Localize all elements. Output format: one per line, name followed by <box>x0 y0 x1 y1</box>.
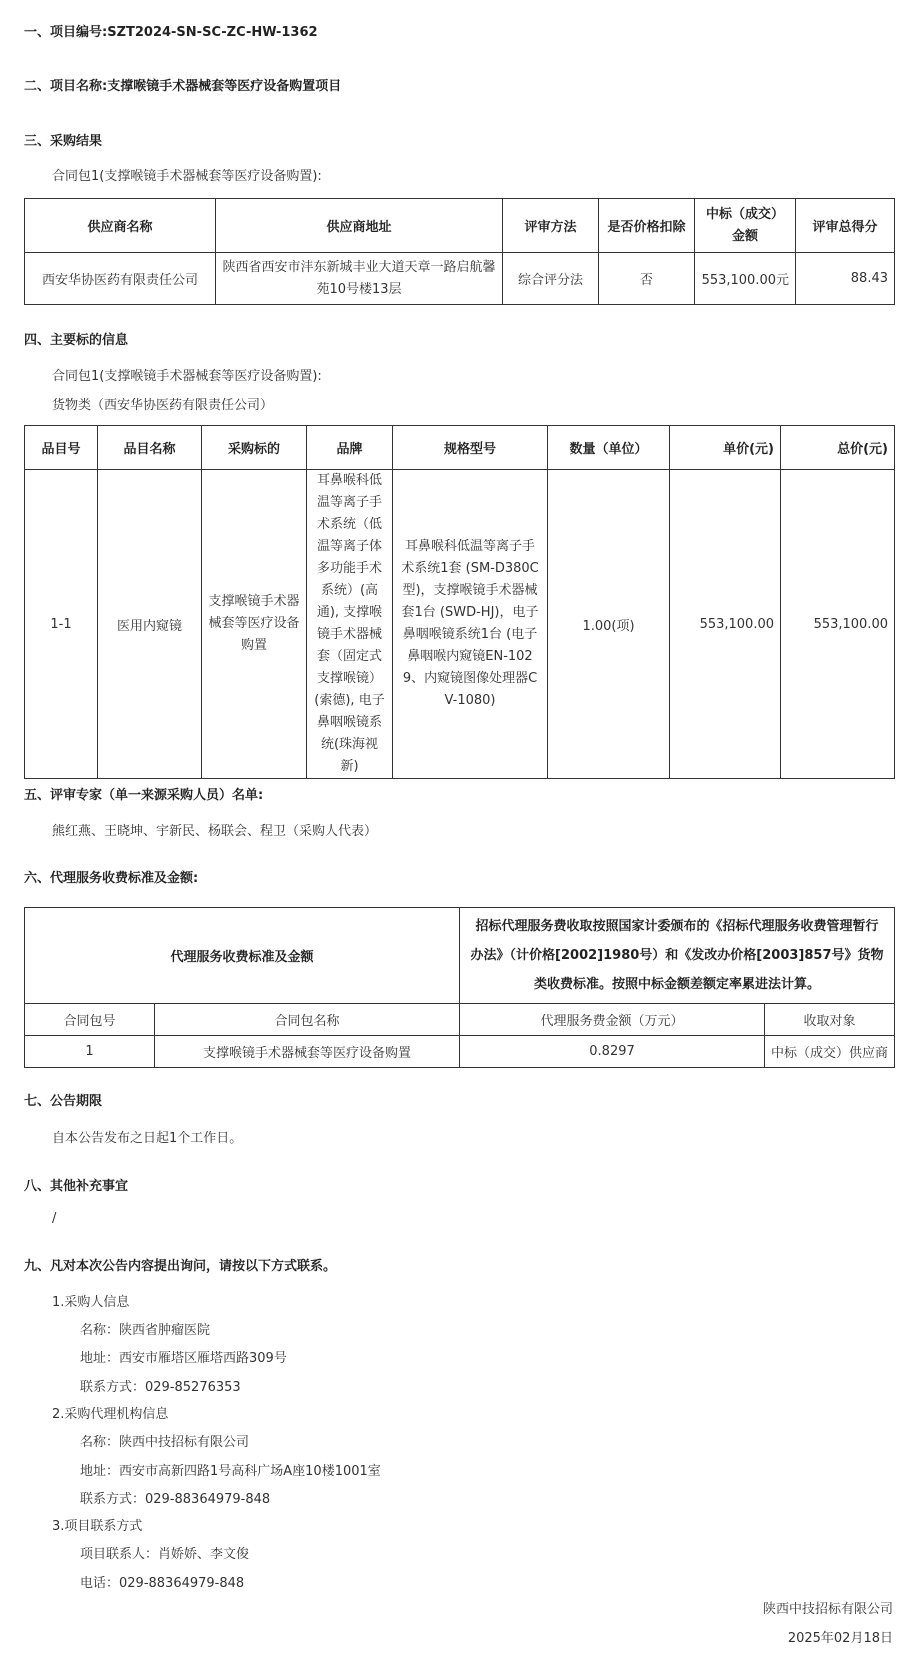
section-4-package: 合同包1(支撑喉镜手术器械套等医疗设备购置): <box>52 369 322 384</box>
price-deduction: 否 <box>599 253 695 305</box>
project-contact-title: 3.项目联系方式 <box>52 1519 143 1534</box>
result-header-cell: 供应商名称 <box>25 199 216 253</box>
table-row <box>25 253 895 305</box>
table-row <box>25 470 895 779</box>
section-4-title: 四、主要标的信息 <box>24 333 129 348</box>
project-contact-person: 项目联系人：肖娇娇、李文俊 <box>80 1547 250 1562</box>
fee-table-header <box>25 1004 895 1036</box>
items-table <box>24 425 895 779</box>
purchaser-phone: 联系方式：029-85276353 <box>80 1380 241 1395</box>
project-number <box>24 21 318 40</box>
fee-standard-text: 招标代理服务费收取按照国家计委颁布的《招标代理服务收费管理暂行办法》（计价格[2002]1980号）和《发改办价格[2003]857号》货物类收费标准。按照中标金额差额定率累进法计算。 <box>460 908 895 1004</box>
items-header-cell: 品目名称 <box>98 426 202 470</box>
supplier-address: 陕西省西安市沣东新城丰业大道天章一路启航馨苑10号楼13层 <box>216 253 503 305</box>
project-number-value: SZT2024-SN-SC-ZC-HW-1362 <box>107 25 318 40</box>
result-header-cell: 是否价格扣除 <box>599 199 695 253</box>
other-matters: / <box>52 1211 57 1226</box>
purchaser-title: 1.采购人信息 <box>52 1295 130 1310</box>
section-7-title: 七、公告期限 <box>24 1094 103 1109</box>
section-3-title: 三、采购结果 <box>24 134 103 149</box>
items-header-cell: 品牌 <box>307 426 393 470</box>
supplier-name: 西安华协医药有限责任公司 <box>25 253 216 305</box>
section-9-title: 九、凡对本次公告内容提出询问，请按以下方式联系。 <box>24 1259 337 1274</box>
spec-model: 耳鼻喉科低温等离子手术系统1套 (SM-D380C型)，支撑喉镜手术器械套1台 (SWD-HJ)，电子鼻咽喉镜系统1台 (电子鼻咽喉内窥镜EN-1029、内窥镜图像处理器CV-1080) <box>393 470 548 779</box>
project-number-label: 一、项目编号: <box>24 25 108 40</box>
items-header-cell: 总价(元) <box>781 426 895 470</box>
section-8-title: 八、其他补充事宜 <box>24 1179 129 1194</box>
review-method: 综合评分法 <box>503 253 599 305</box>
section-4-category: 货物类（西安华协医药有限责任公司） <box>52 398 274 413</box>
table-row <box>25 1036 895 1068</box>
result-header-cell: 评审总得分 <box>796 199 895 253</box>
items-header-cell: 数量（单位） <box>548 426 670 470</box>
items-header-cell: 品目号 <box>25 426 98 470</box>
unit-price: 553,100.00 <box>670 470 781 779</box>
result-header-cell: 供应商地址 <box>216 199 503 253</box>
procurement-subject: 支撑喉镜手术器械套等医疗设备购置 <box>202 470 307 779</box>
total-score: 88.43 <box>796 253 895 305</box>
bid-amount: 553,100.00元 <box>695 253 796 305</box>
item-number: 1-1 <box>25 470 98 779</box>
agency-phone: 联系方式：029-88364979-848 <box>80 1492 271 1507</box>
result-header-cell: 评审方法 <box>503 199 599 253</box>
agency-fee-table <box>24 907 895 1068</box>
project-name <box>24 75 341 94</box>
agency-title: 2.采购代理机构信息 <box>52 1407 169 1422</box>
section-3-package: 合同包1(支撑喉镜手术器械套等医疗设备购置): <box>52 169 322 184</box>
fee-header-cell: 代理服务费金额（万元） <box>460 1004 765 1036</box>
result-header-cell: 中标（成交）金额 <box>695 199 796 253</box>
fee-package-name: 支撑喉镜手术器械套等医疗设备购置 <box>155 1036 460 1068</box>
items-header-cell: 规格型号 <box>393 426 548 470</box>
footer-date: 2025年02月18日 <box>787 1631 893 1646</box>
brand: 耳鼻喉科低温等离子手术系统（低温等离子体多功能手术系统）(高通), 支撑喉镜手术器械套（固定式支撑喉镜）(索德), 电子鼻咽喉镜系统(珠海视新) <box>307 470 393 779</box>
project-contact-phone: 电话：029-88364979-848 <box>80 1576 245 1591</box>
quantity: 1.00(项) <box>548 470 670 779</box>
result-table-header <box>25 199 895 253</box>
fee-header-cell: 收取对象 <box>765 1004 895 1036</box>
fee-amount: 0.8297 <box>460 1036 765 1068</box>
footer-organization: 陕西中技招标有限公司 <box>762 1602 893 1617</box>
items-table-header <box>25 426 895 470</box>
fee-payer: 中标（成交）供应商 <box>765 1036 895 1068</box>
section-6-title: 六、代理服务收费标准及金额: <box>24 871 199 886</box>
fee-package-number: 1 <box>25 1036 155 1068</box>
notice-period: 自本公告发布之日起1个工作日。 <box>52 1131 243 1146</box>
agency-address: 地址：西安市高新四路1号高科广场A座10楼1001室 <box>80 1464 381 1479</box>
section-5-title: 五、评审专家（单一来源采购人员）名单: <box>24 788 264 803</box>
project-name-label: 二、项目名称: <box>24 79 108 94</box>
fee-header-cell: 合同包号 <box>25 1004 155 1036</box>
expert-list: 熊红燕、王晓坤、宇新民、杨联会、程卫（采购人代表） <box>52 824 378 839</box>
project-name-value: 支撑喉镜手术器械套等医疗设备购置项目 <box>107 79 342 94</box>
fee-header-cell: 合同包名称 <box>155 1004 460 1036</box>
purchaser-address: 地址：西安市雁塔区雁塔西路309号 <box>80 1351 287 1366</box>
purchaser-name: 名称：陕西省肿瘤医院 <box>80 1323 211 1338</box>
item-name: 医用内窥镜 <box>98 470 202 779</box>
agency-name: 名称：陕西中技招标有限公司 <box>80 1435 250 1450</box>
result-table <box>24 198 895 305</box>
fee-standard-label: 代理服务收费标准及金额 <box>25 908 460 1004</box>
total-price: 553,100.00 <box>781 470 895 779</box>
items-header-cell: 单价(元) <box>670 426 781 470</box>
fee-standard-row <box>25 908 895 1004</box>
items-header-cell: 采购标的 <box>202 426 307 470</box>
